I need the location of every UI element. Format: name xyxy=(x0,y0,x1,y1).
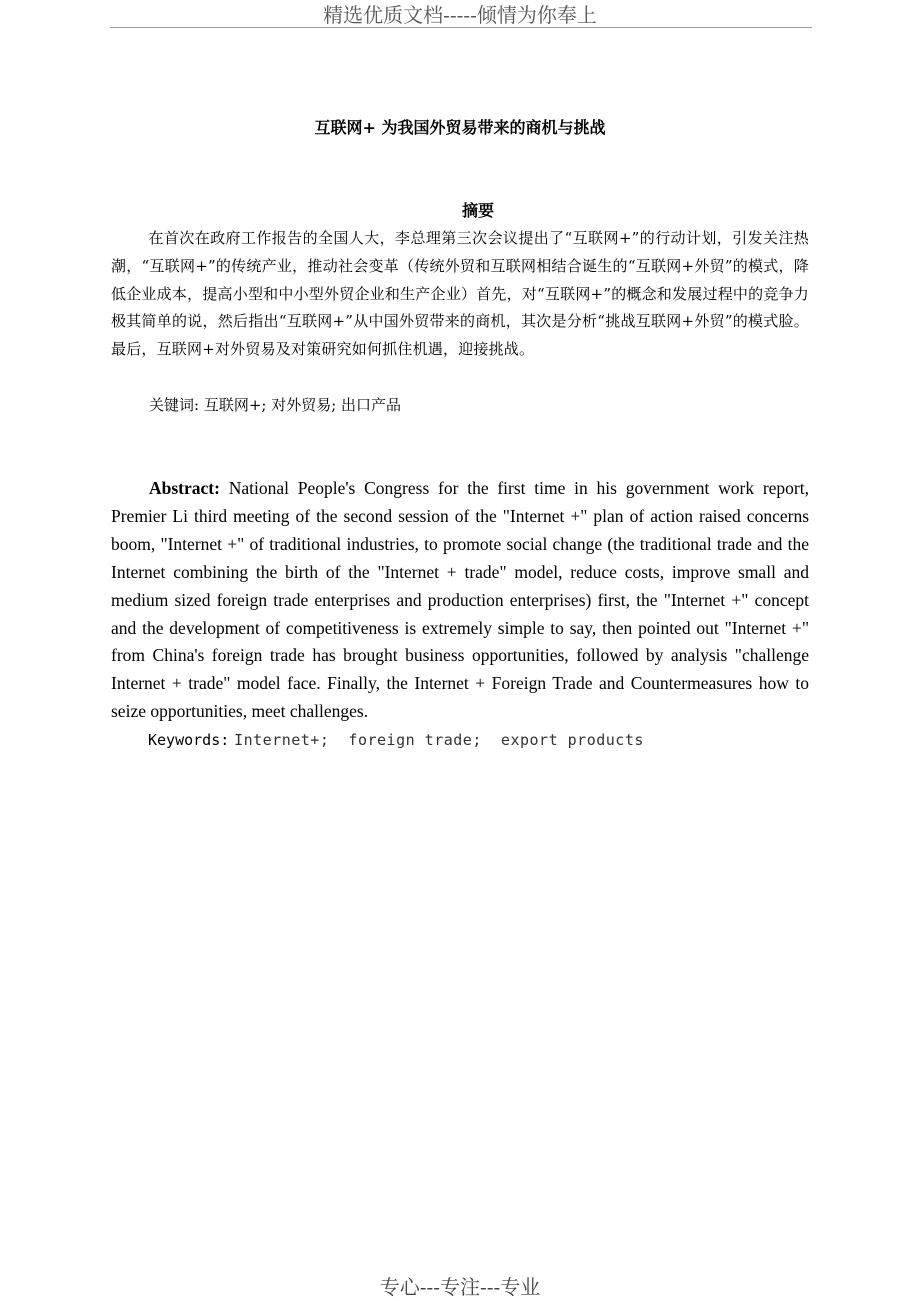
abstract-label-en: Abstract: xyxy=(149,478,220,498)
keywords-list-cn: 互联网+; 对外贸易; 出口产品 xyxy=(203,396,402,414)
abstract-body-en: National People's Congress for the first time in his government work report, Premier Li third meeting of the second session of the "Internet +" plan of action raised concerns boom, "Internet +" of traditional industries, to promote social change (the traditional trade and the Internet combining the birth of the "Internet + trade" model, reduce costs, improve small and medium sized foreign trade enterprises and production enterprises) first, the "Internet +" concept and the development of competitiveness is extremely simple to say, then pointed out "Internet +" from China's foreign trade has brought business opportunities, followed by analysis "challenge Internet + trade" model face. Finally, the Internet + Foreign Trade and Countermeasures how to seize opportunities, meet challenges. xyxy=(111,478,809,722)
keywords-label-cn: 关键词: xyxy=(149,396,200,414)
document-title: 互联网+ 为我国外贸易带来的商机与挑战 xyxy=(314,118,606,137)
page-footer: 专心---专注---专业 xyxy=(379,1275,541,1299)
header-divider xyxy=(110,27,812,28)
keywords-en xyxy=(148,727,644,753)
keywords-list-en: Internet+; foreign trade; export products xyxy=(234,731,644,749)
abstract-body-cn: 在首次在政府工作报告的全国人大，李总理第三次会议提出了“互联网+”的行动计划，引发关注热潮，“互联网+”的传统产业，推动社会变革（传统外贸和互联网相结合诞生的“互联网+外贸”的模式，降低企业成本，提高小型和中小型外贸企业和生产企业）首先，对“互联网+”的概念和发展过程中的竞争力极其简单的说，然后指出“互联网+”从中国外贸带来的商机，其次是分析“挑战互联网+外贸”的模式脸。最后，互联网+对外贸易及对策研究如何抓住机遇，迎接挑战。 xyxy=(111,229,809,359)
abstract-en xyxy=(111,475,809,726)
abstract-heading-cn: 摘要 xyxy=(461,201,494,220)
keywords-cn xyxy=(149,392,401,418)
page-header xyxy=(0,0,920,28)
header-text: 精选优质文档-----倾情为你奉上 xyxy=(323,3,597,27)
keywords-label-en: Keywords: xyxy=(148,731,230,749)
